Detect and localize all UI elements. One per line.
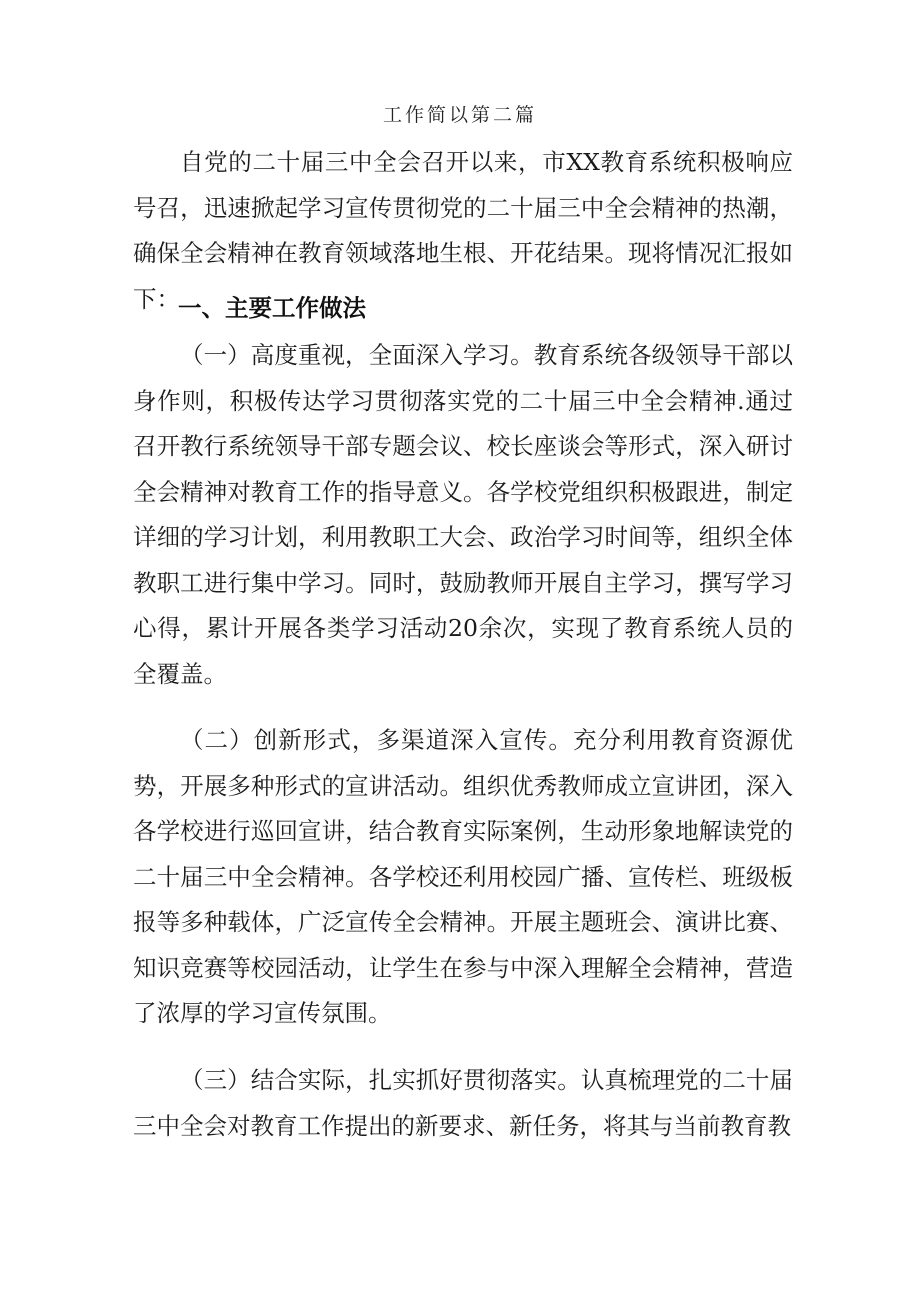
intro-paragraph: 自党的二十届三中全会召开以来，市XX教育系统积极响应号召，迅速掀起学习宣传贯彻党的二十届三中全会精神的热潮，确保全会精神在教育领域落地生根、开花结果。现将情况汇报如下：: [133, 148, 793, 313]
paragraph-3: （三）结合实际，扎实抓好贯彻落实。认真梳理党的二十届三中全会对教育工作提出的新要求、新任务，将其与当前教育教: [133, 1066, 793, 1140]
document-title: 工作简以第二篇: [382, 104, 537, 126]
paragraph-1: （一）高度重视，全面深入学习。教育系统各级领导干部以身作则，积极传达学习贯彻落实党的二十届三中全会精神.通过召开教行系统领导干部专题会议、校长座谈会等形式，深入研讨全会精神对教育工作的指导意义。各学校党组织积极跟进，制定详细的学习计划，利用教职工大会、政治学习时间等，组织全体教职工进行集中学习。同时，鼓励教师开展自主学习，撰写学习心得，累计开展各类学习活动20余次，实现了教育系统人员的全覆盖。: [133, 341, 793, 688]
section-heading: 一、主要工作做法: [178, 294, 366, 322]
paragraph-2: （二）创新形式，多渠道深入宣传。充分利用教育资源优势，开展多种形式的宣讲活动。组织优秀教师成立宣讲团，深入各学校进行巡回宣讲，结合教育实际案例，生动形象地解读党的二十届三中全会精神。各学校还利用校园广播、宣传栏、班级板报等多种载体，广泛宣传全会精神。开展主题班会、演讲比赛、知识竞赛等校园活动，让学生在参与中深入理解全会精神，营造了浓厚的学习宣传氛围。: [133, 726, 793, 1027]
